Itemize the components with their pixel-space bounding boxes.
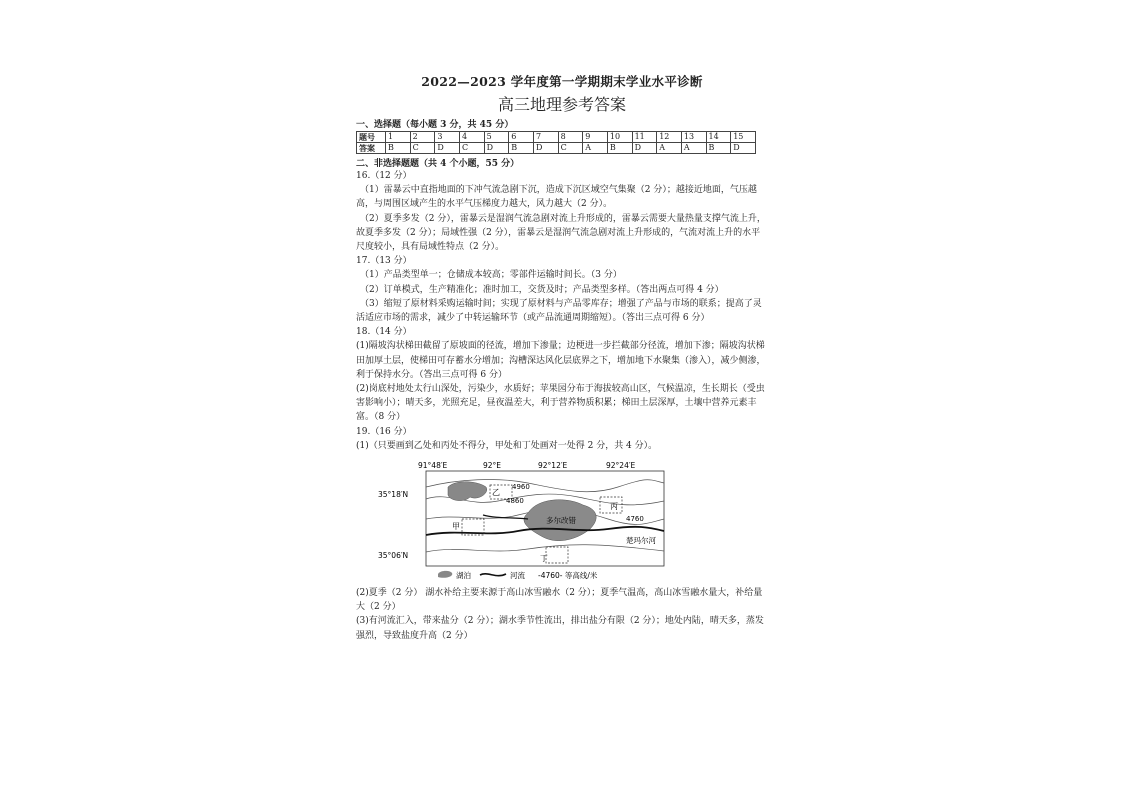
row-label-answer: 答案 (357, 143, 386, 154)
q16-answer-2: （2）夏季多发（2 分），雷暴云是湿润气流急剧对流上升形成的，雷暴云需要大量热量支撑气流上升，故夏季多发（2 分）；局域性强（2 分），雷暴云是湿润气流急剧对流上升形成的，气流对流上升的水平尺度较小，具有局域性特点（2 分）。 (356, 213, 766, 253)
question-number-cell: 11 (632, 132, 657, 143)
legend-lake: 湖泊 (456, 571, 471, 581)
answer-cell: C (410, 143, 435, 154)
place-label: 乙 (492, 488, 500, 498)
question-number-cell: 13 (681, 132, 706, 143)
row-label-number: 题号 (357, 132, 386, 143)
answer-cell: C (459, 143, 484, 154)
answer-cell: D (632, 143, 657, 154)
answer-cell: D (435, 143, 460, 154)
river-legend-symbol (480, 574, 506, 576)
answer-cell: A (681, 143, 706, 154)
q19-title: 19.（16 分） (356, 426, 412, 437)
question-number-cell: 3 (435, 132, 460, 143)
answer-cell: D (484, 143, 509, 154)
answer-cell: C (558, 143, 583, 154)
lake-label: 多尔改错 (546, 516, 576, 526)
q18-title: 18.（14 分） (356, 327, 412, 338)
place-label: 丁 (540, 554, 548, 564)
answer-cell: B (509, 143, 534, 154)
answer-cell: D (731, 143, 756, 154)
question-number-cell: 6 (509, 132, 534, 143)
q17-answer-2: （2）订单模式，生产精准化；准时加工，交货及时；产品类型多样。（答出两点可得 4 分） (360, 284, 724, 295)
q18-answer-1: (1)隔坡沟状梯田截留了原坡面的径流，增加下渗量；边梗进一步拦截部分径流，增加下渗；隔坡沟状梯田加厚土层，使梯田可存蓄水分增加；沟槽深达风化层底界之下，增加地下水聚集（渗入），减少侧渗，利于保持水分。（答出三点可得 6 分） (356, 341, 766, 380)
map-figure (378, 457, 678, 582)
legend-contour: -4760- 等高线/米 (538, 571, 598, 581)
question-number-cell: 8 (558, 132, 583, 143)
lon-label: 92°12′E (538, 461, 568, 471)
answer-table (356, 131, 756, 154)
answer-title: 高三地理参考答案 (497, 95, 626, 114)
answer-sheet (356, 58, 768, 643)
question-number-cell: 10 (607, 132, 632, 143)
exam-title: 2022—2023 学年度第一学期期末学业水平诊断 (421, 74, 703, 89)
q17-answer-3: （3）缩短了原材料采购运输时间；实现了原材料与产品零库存；增强了产品与市场的联系；提高了灵活适应市场的需求，减少了中转运输环节（或产品流通周期缩短）。（答出三点可得 6 分） (356, 298, 762, 324)
contour-label: 4760 (626, 515, 644, 524)
question-number-cell: 9 (583, 132, 608, 143)
section2-heading: 二、非选择题题（共 4 个小题，55 分） (356, 159, 520, 169)
q18-answer-2: (2)岗底村地处太行山深处，污染少，水质好；苹果园分布于海拔较高山区，气候温凉，生长期长（受虫害影响小）；晴天多，光照充足，昼夜温差大，利于营养物质积累；梯田土层深厚，土壤中营养元素丰富。（8 分） (356, 384, 765, 423)
q16-answer-1: （1）雷暴云中直指地面的下冲气流急剧下沉，造成下沉区域空气集聚（2 分）；越接近地面，气压越高，与周围区域产生的水平气压梯度力越大，风力越大（2 分）。 (356, 185, 757, 210)
zone-box (546, 547, 568, 563)
lon-label: 91°48′E (418, 461, 448, 471)
question-number-cell: 12 (657, 132, 682, 143)
place-label: 甲 (452, 522, 460, 532)
question-number-cell: 5 (484, 132, 509, 143)
question-number-cell: 7 (533, 132, 558, 143)
answer-cell: D (533, 143, 558, 154)
question-number-cell: 15 (731, 132, 756, 143)
q19-answer-1: (1)（只要画到乙处和丙处不得分，甲处和丁处画对一处得 2 分，共 4 分）。 (356, 440, 658, 451)
answer-cell: B (607, 143, 632, 154)
lon-label: 92°E (483, 461, 502, 471)
contour-line (426, 545, 664, 552)
section1-heading: 一、选择题（每小题 3 分，共 45 分） (356, 120, 514, 130)
q17-title: 17.（13 分） (356, 256, 412, 267)
contour-label: 4860 (506, 497, 524, 506)
answer-cell: B (386, 143, 411, 154)
question-number-cell: 14 (706, 132, 731, 143)
answer-cell: A (583, 143, 608, 154)
answer-cell: A (657, 143, 682, 154)
small-lake (448, 482, 487, 501)
q16-title: 16.（12 分） (356, 171, 412, 181)
q19-answer-2: (2)夏季（2 分） 湖水补给主要来源于高山冰雪融水（2 分）；夏季气温高，高山冰雪融水量大，补给量大（2 分） (356, 588, 763, 613)
question-number-cell: 2 (410, 132, 435, 143)
lat-label: 35°06′N (378, 551, 409, 561)
table-row (357, 143, 756, 154)
lon-label: 92°24′E (606, 461, 636, 471)
river-label: 楚玛尔河 (626, 536, 656, 546)
contour-label: 4960 (512, 483, 530, 492)
lake-map (378, 457, 768, 586)
question-number-cell: 1 (386, 132, 411, 143)
q19-answer-3: (3)有河流汇入，带来盐分（2 分）；湖水季节性流出，排出盐分有限（2 分）；地处内陆，晴天多，蒸发强烈，导致盐度升高（2 分） (356, 616, 764, 641)
answer-cell: B (706, 143, 731, 154)
lat-label: 35°18′N (378, 490, 409, 500)
question-number-cell: 4 (459, 132, 484, 143)
lake-legend-symbol (438, 571, 452, 578)
q17-answer-1: （1）产品类型单一；仓储成本较高；零部件运输时间长。（3 分） (360, 270, 622, 281)
table-row (357, 132, 756, 143)
place-label: 丙 (610, 502, 618, 512)
legend-river: 河流 (510, 571, 525, 581)
